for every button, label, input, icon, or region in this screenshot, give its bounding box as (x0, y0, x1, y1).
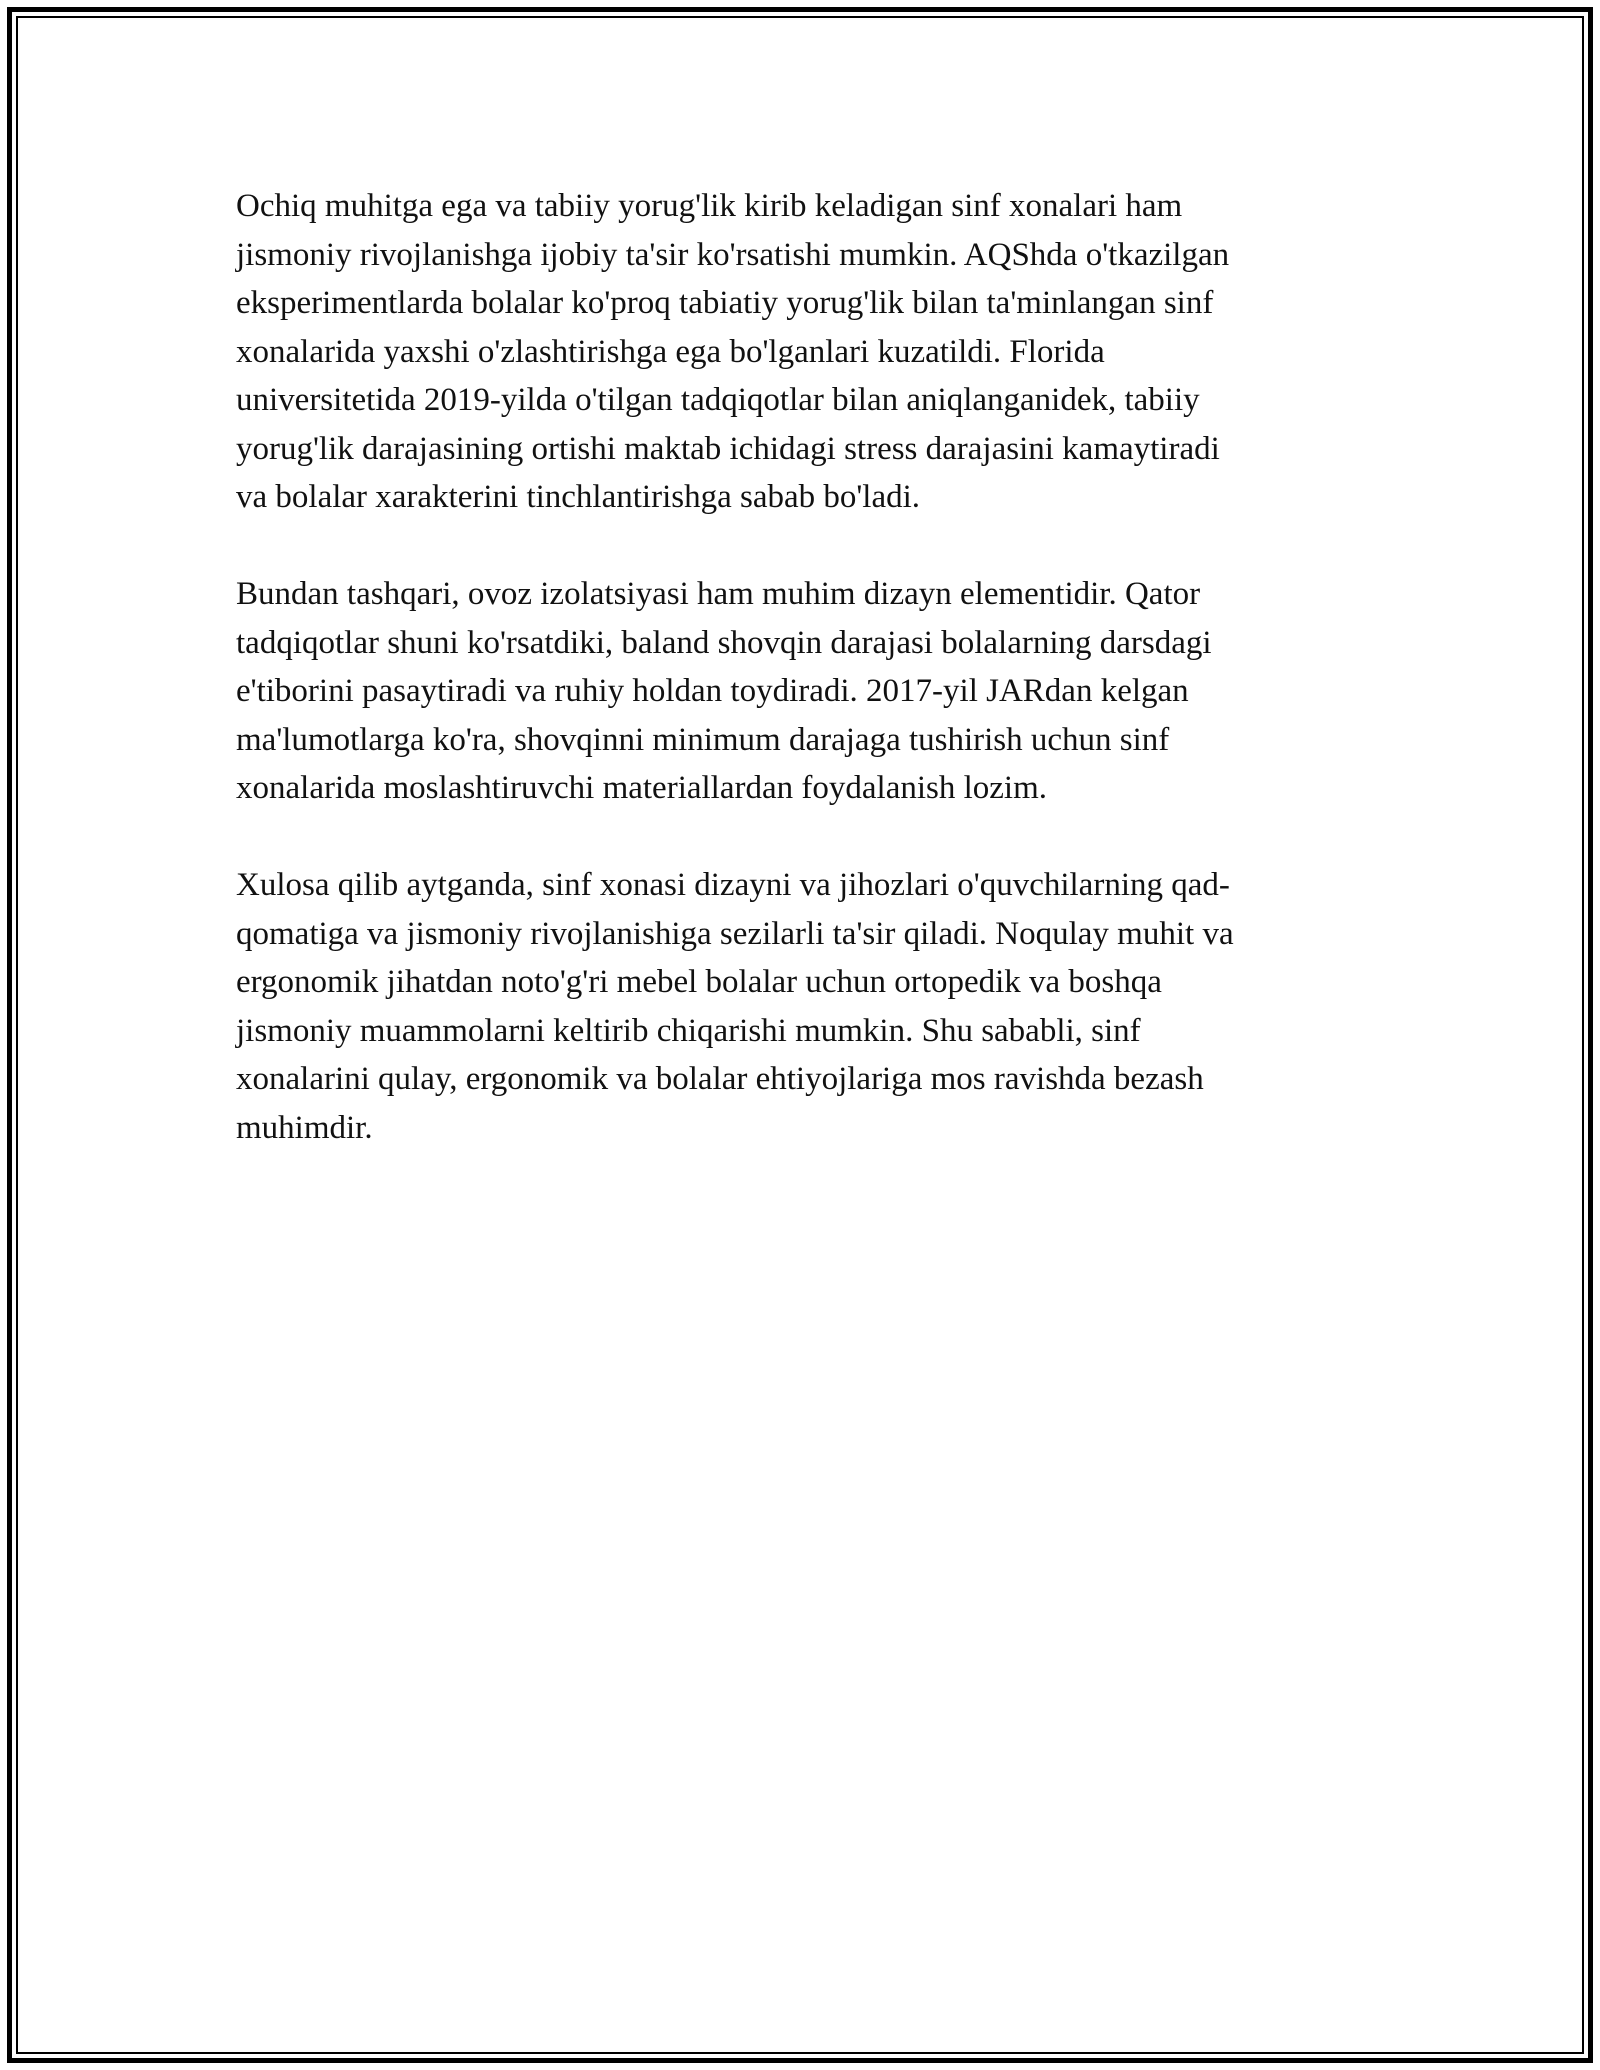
text-line: qomatiga va jismoniy rivojlanishiga sezilarli ta'sir qiladi. Noqulay muhit va (236, 915, 1234, 952)
text-line: muhimdir. (236, 1109, 373, 1146)
text-line: jismoniy rivojlanishga ijobiy ta'sir ko'rsatishi mumkin. AQShda o'tkazilgan (236, 236, 1230, 273)
text-line: eksperimentlarda bolalar ko'proq tabiatiy yorug'lik bilan ta'minlangan sinf (236, 285, 1214, 321)
text-line: e'tiborini pasaytiradi va ruhiy holdan toydiradi. 2017-yil JARdan kelgan (236, 673, 1189, 709)
paragraph-natural-light (236, 182, 1356, 522)
document-body (236, 182, 1356, 1201)
text-line: Xulosa qilib aytganda, sinf xonasi dizayni va jihozlari o'quvchilarning qad- (236, 867, 1230, 903)
text-line: va bolalar xarakterini tinchlantirishga sabab bo'ladi. (236, 479, 921, 515)
text-line: Ochiq muhitga ega va tabiiy yorug'lik kirib keladigan sinf xonalari ham (236, 188, 1183, 224)
text-line: xonalarida moslashtiruvchi materiallardan foydalanish lozim. (236, 770, 1047, 806)
text-line: ma'lumotlarga ko'ra, shovqinni minimum darajaga tushirish uchun sinf (236, 721, 1170, 758)
text-line: xonalarida yaxshi o'zlashtirishga ega bo'lganlari kuzatildi. Florida (236, 333, 1105, 370)
text-line: universitetida 2019-yilda o'tilgan tadqiqotlar bilan aniqlanganidek, tabiiy (236, 382, 1200, 418)
paragraph-conclusion (236, 861, 1356, 1152)
text-line: tadqiqotlar shuni ko'rsatdiki, baland shovqin darajasi bolalarning darsdagi (236, 624, 1212, 661)
paragraph-sound-isolation (236, 570, 1356, 813)
text-line: yorug'lik darajasining ortishi maktab ichidagi stress darajasini kamaytiradi (236, 430, 1220, 467)
text-line: xonalarini qulay, ergonomik va bolalar ehtiyojlariga mos ravishda bezash (236, 1061, 1204, 1097)
text-line: ergonomik jihatdan noto'g'ri mebel bolalar uchun ortopedik va boshqa (236, 964, 1162, 1000)
text-line: Bundan tashqari, ovoz izolatsiyasi ham muhim dizayn elementidir. Qator (236, 576, 1201, 612)
text-line: jismoniy muammolarni keltirib chiqarishi mumkin. Shu sababli, sinf (236, 1012, 1141, 1049)
